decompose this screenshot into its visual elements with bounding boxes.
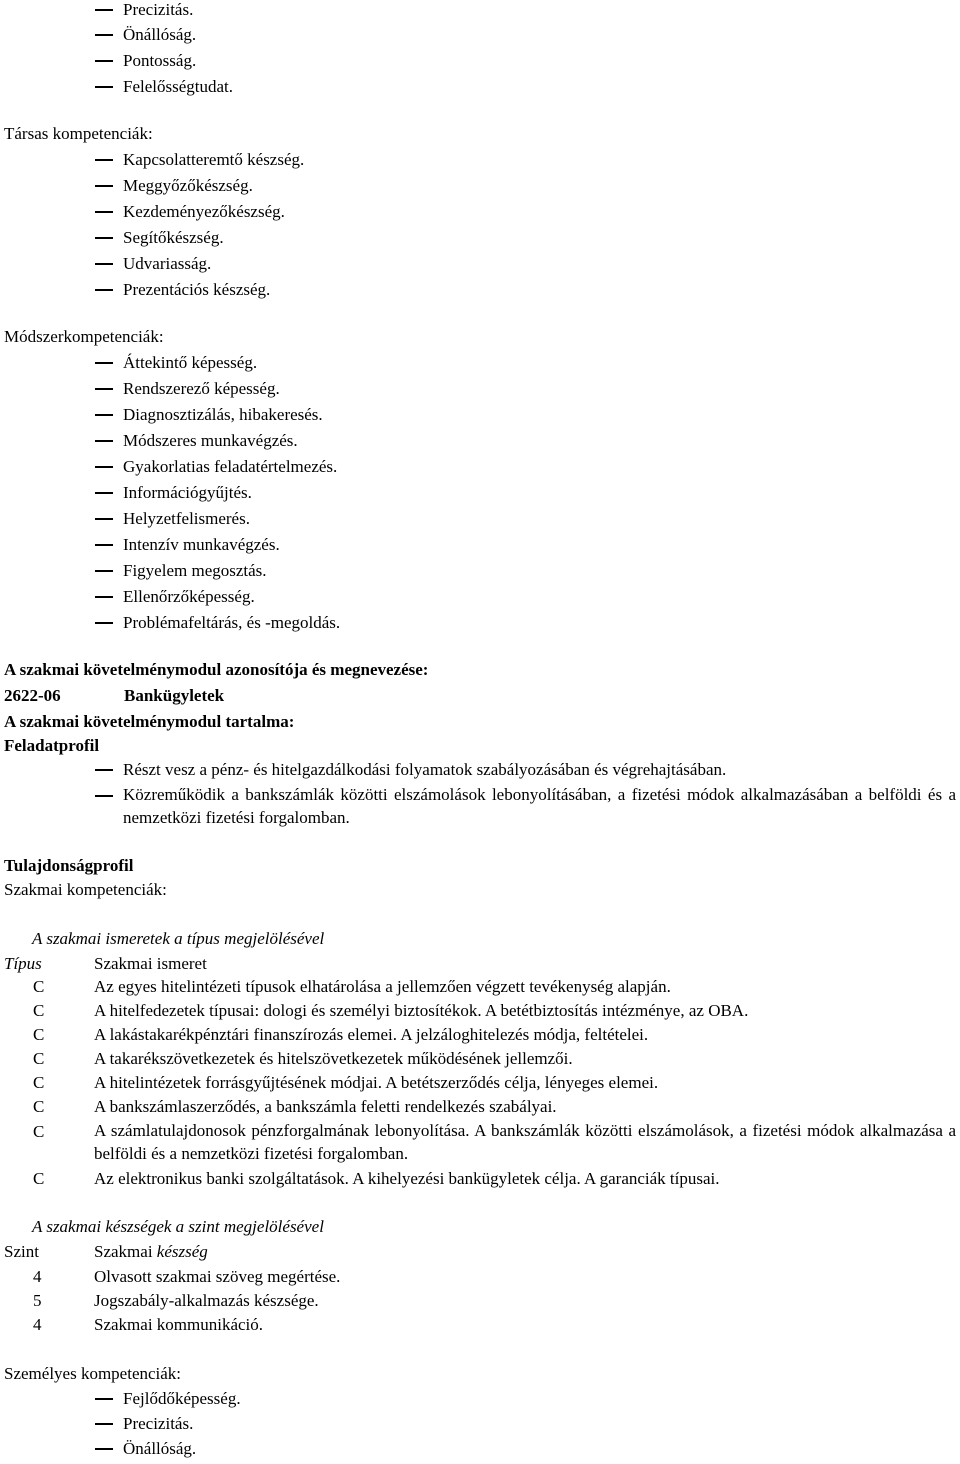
table-cell-type: C [33, 1001, 45, 1020]
dash-bullet [95, 9, 113, 11]
table-cell-type: C [33, 977, 45, 996]
table-cell-level: 4 [33, 1267, 42, 1286]
table-cell-text: A számlatulajdonosok pénzforgalmának lebonyolítása. A bankszámlák közötti elszámolások, a fizetési módok alkalmazása a belföldi és a nemzetközi fizetési forgalomban. [94, 1121, 956, 1163]
dash-bullet [95, 388, 113, 390]
list-item: Segítőkészség. [95, 228, 224, 248]
module-name: Bankügyletek [124, 686, 225, 705]
list-item: Információgyűjtés. [95, 483, 252, 503]
table-cell-type: C [33, 1097, 45, 1116]
dash-bullet [95, 622, 113, 624]
list-item: Gyakorlatias feladatértelmezés. [95, 457, 337, 477]
list-item: Kezdeményezőkészség. [95, 202, 285, 222]
dash-bullet [95, 211, 113, 213]
dash-bullet [95, 362, 113, 364]
dash-bullet [95, 289, 113, 291]
list-item: Helyzetfelismerés. [95, 509, 250, 529]
column-header-type: Típus [4, 954, 42, 973]
list-item: Meggyőzőkészség. [95, 176, 253, 196]
dash-bullet [95, 795, 113, 797]
table-cell-level: 4 [33, 1315, 42, 1334]
table-cell-text: Az elektronikus banki szolgáltatások. A kihelyezési bankügyletek célja. A garanciák típusai. [94, 1169, 720, 1188]
dash-bullet [95, 34, 113, 36]
list-item: Precizitás. [95, 0, 193, 20]
tulajdonsagprofil-heading: Tulajdonságprofil [4, 856, 134, 875]
task-item: Részt vesz a pénz- és hitelgazdálkodási folyamatok szabályozásában és végrehajtásában. [95, 760, 726, 780]
dash-bullet [95, 185, 113, 187]
list-item: Módszeres munkavégzés. [95, 431, 298, 451]
list-item: Rendszerező képesség. [95, 379, 280, 399]
list-item: Felelősségtudat. [95, 77, 233, 97]
list-item: Kapcsolatteremtő készség. [95, 150, 304, 170]
table-cell-type: C [33, 1169, 45, 1188]
list-item: Problémafeltárás, és -megoldás. [95, 613, 340, 633]
list-item: Pontosság. [95, 51, 196, 71]
feladatprofil-heading: Feladatprofil [4, 736, 100, 755]
list-item: Intenzív munkavégzés. [95, 535, 280, 555]
list-item: Ellenőrzőképesség. [95, 587, 255, 607]
list-item: Önállóság. [95, 1439, 196, 1459]
table-cell-type: C [33, 1049, 45, 1068]
keszsegek-title: A szakmai készségek a szint megjelölésével [32, 1217, 324, 1236]
table-cell-type: C [33, 1025, 45, 1044]
list-item: Prezentációs készség. [95, 280, 270, 300]
table-cell-text: A bankszámlaszerződés, a bankszámla feletti rendelkezés szabályai. [94, 1097, 557, 1116]
list-item: Fejlődőképesség. [95, 1389, 241, 1409]
table-cell-text: A takarékszövetkezetek és hitelszövetkezetek működésének jellemzői. [94, 1049, 573, 1068]
dash-bullet [95, 86, 113, 88]
table-cell-level: 5 [33, 1291, 42, 1310]
list-item: Figyelem megosztás. [95, 561, 267, 581]
dash-bullet [95, 1423, 113, 1425]
list-item: Önállóság. [95, 25, 196, 45]
table-cell-text: Az egyes hitelintézeti típusok elhatárolása a jellemzően végzett tevékenység alapján. [94, 977, 671, 996]
table-cell-text: Olvasott szakmai szöveg megértése. [94, 1267, 341, 1286]
dash-bullet [95, 263, 113, 265]
list-item: Udvariasság. [95, 254, 211, 274]
column-header-knowledge: Szakmai ismeret [94, 954, 207, 973]
dash-bullet [95, 60, 113, 62]
dash-bullet [95, 596, 113, 598]
dash-bullet [95, 544, 113, 546]
module-id-heading: A szakmai követelménymodul azonosítója és megnevezése: [4, 660, 429, 679]
table-cell-type: C [33, 1073, 45, 1092]
section-heading-modszer: Módszerkompetenciák: [4, 327, 164, 346]
dash-bullet [95, 570, 113, 572]
table-cell-text: A lakástakarékpénztári finanszírozás elemei. A jelzáloghitelezés módja, feltételei. [94, 1025, 649, 1044]
dash-bullet [95, 1448, 113, 1450]
module-code: 2622-06 [4, 686, 61, 705]
column-header-skill: Szakmai készség [94, 1242, 208, 1261]
dash-bullet [95, 466, 113, 468]
dash-bullet [95, 518, 113, 520]
dash-bullet [95, 769, 113, 771]
list-item: Áttekintő képesség. [95, 353, 257, 373]
dash-bullet [95, 237, 113, 239]
section-heading-szemelyes: Személyes kompetenciák: [4, 1364, 182, 1383]
column-header-level: Szint [4, 1242, 39, 1261]
table-cell-text: A hitelfedezetek típusai: dologi és személyi biztosítékok. A betétbiztosítás intézménye, az OBA. [94, 1001, 749, 1020]
dash-bullet [95, 414, 113, 416]
task-text: Közreműködik a bankszámlák közötti elszámolások lebonyolításában, a fizetési módok alkalmazásában a belföldi és a nemzetközi fizetési forgalomban. [123, 785, 956, 827]
szakmai-kompetenciak-heading: Szakmai kompetenciák: [4, 880, 167, 899]
dash-bullet [95, 492, 113, 494]
list-item: Precizitás. [95, 1414, 193, 1434]
dash-bullet [95, 159, 113, 161]
table-cell-text: A hitelintézetek forrásgyűjtésének módjai. A betétszerződés célja, lényeges elemei. [94, 1073, 659, 1092]
table-cell-text: Szakmai kommunikáció. [94, 1315, 264, 1334]
dash-bullet [95, 1398, 113, 1400]
section-heading-tarsas: Társas kompetenciák: [4, 124, 153, 143]
table-cell-text: Jogszabály-alkalmazás készsége. [94, 1291, 319, 1310]
module-content-heading: A szakmai követelménymodul tartalma: [4, 712, 295, 731]
table-cell-type: C [33, 1122, 45, 1141]
dash-bullet [95, 440, 113, 442]
list-item: Diagnosztizálás, hibakeresés. [95, 405, 323, 425]
ismeretek-title: A szakmai ismeretek a típus megjelölésével [32, 929, 325, 948]
